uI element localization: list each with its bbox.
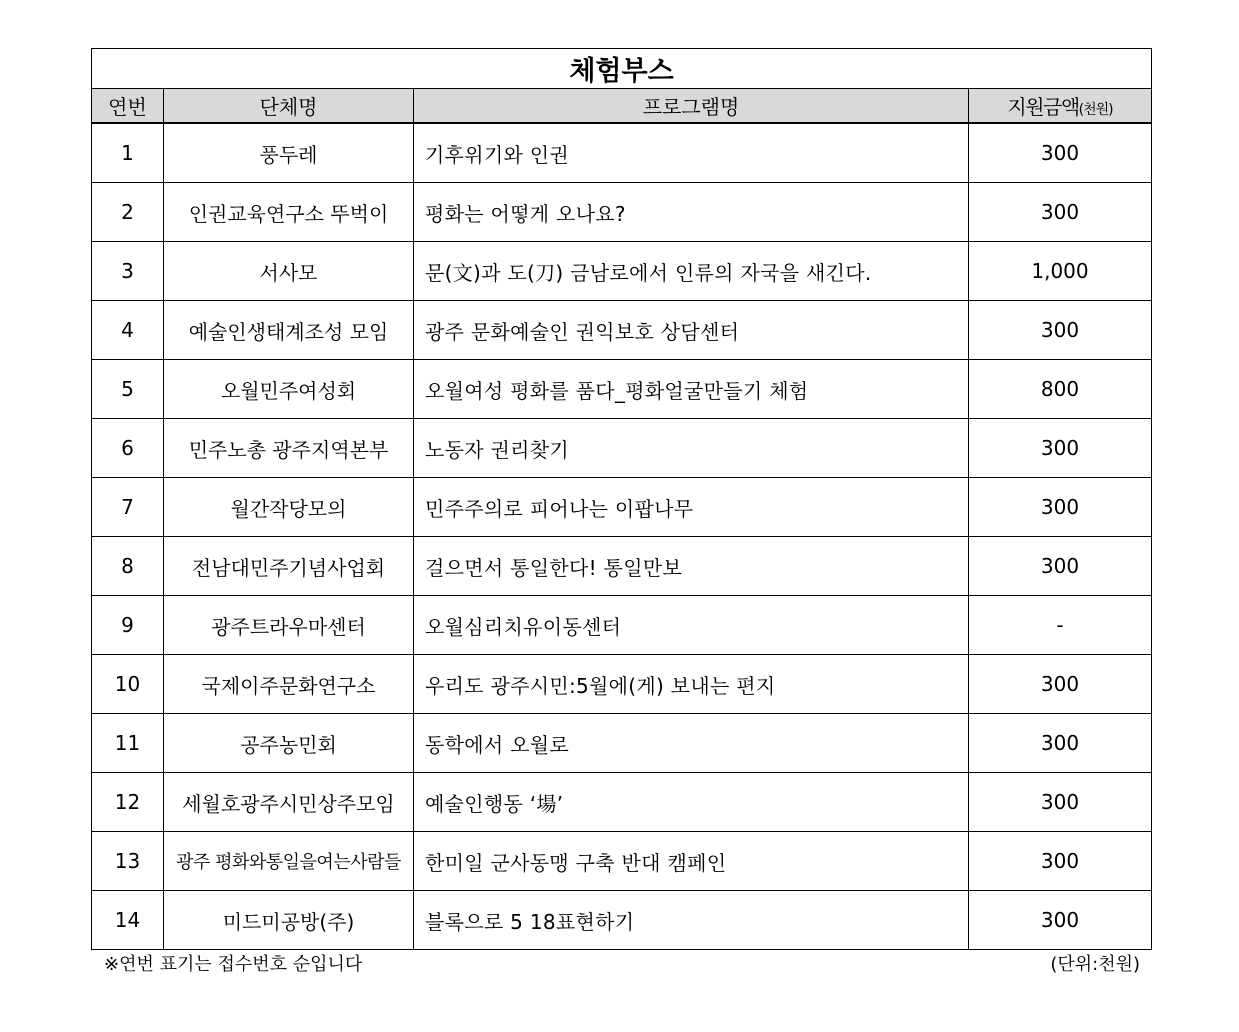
table-footer: [104, 950, 1140, 976]
cell-program: 예술인행동 ‘場’: [414, 773, 969, 832]
cell-amount: 300: [969, 891, 1152, 950]
header-program: 프로그램명: [414, 89, 969, 124]
cell-program: 민주주의로 피어나는 이팝나무: [414, 478, 969, 537]
cell-org: 월간작당모의: [164, 478, 414, 537]
cell-org: 세월호광주시민상주모임: [164, 773, 414, 832]
cell-amount: 300: [969, 537, 1152, 596]
cell-amount: 300: [969, 832, 1152, 891]
cell-program: 문(文)과 도(刀) 금남로에서 인류의 자국을 새긴다.: [414, 242, 969, 301]
booth-table-wrapper: [91, 48, 1151, 950]
cell-no: 13: [92, 832, 164, 891]
cell-amount: 300: [969, 714, 1152, 773]
cell-org: 오월민주여성회: [164, 360, 414, 419]
footer-note: ※연번 표기는 접수번호 순입니다: [104, 954, 363, 975]
cell-org: 광주트라우마센터: [164, 596, 414, 655]
table-row: [92, 242, 1152, 301]
cell-org: 예술인생태계조성 모임: [164, 301, 414, 360]
table-row: [92, 419, 1152, 478]
cell-amount: 800: [969, 360, 1152, 419]
cell-program: 광주 문화예술인 권익보호 상담센터: [414, 301, 969, 360]
cell-program: 동학에서 오월로: [414, 714, 969, 773]
cell-program: 노동자 권리찾기: [414, 419, 969, 478]
table-row: [92, 360, 1152, 419]
table-row: [92, 891, 1152, 950]
cell-no: 8: [92, 537, 164, 596]
cell-program: 평화는 어떻게 오나요?: [414, 183, 969, 242]
cell-program: 오월심리치유이동센터: [414, 596, 969, 655]
cell-org: 미드미공방(주): [164, 891, 414, 950]
cell-amount: 300: [969, 478, 1152, 537]
table-row: [92, 183, 1152, 242]
cell-no: 11: [92, 714, 164, 773]
cell-no: 12: [92, 773, 164, 832]
header-amount: [969, 89, 1152, 124]
cell-no: 10: [92, 655, 164, 714]
cell-no: 6: [92, 419, 164, 478]
table-row: [92, 655, 1152, 714]
cell-org: 인권교육연구소 뚜벅이: [164, 183, 414, 242]
header-org: 단체명: [164, 89, 414, 124]
cell-amount: -: [969, 596, 1152, 655]
cell-org: 국제이주문화연구소: [164, 655, 414, 714]
cell-no: 7: [92, 478, 164, 537]
header-no: 연번: [92, 89, 164, 124]
table-row: [92, 301, 1152, 360]
cell-org: 공주농민회: [164, 714, 414, 773]
cell-program: 기후위기와 인권: [414, 123, 969, 183]
cell-org: 풍두레: [164, 123, 414, 183]
cell-amount: 300: [969, 301, 1152, 360]
table-row: [92, 537, 1152, 596]
header-amount-unit: (천원): [1078, 102, 1113, 118]
table-row: [92, 714, 1152, 773]
table-row: [92, 596, 1152, 655]
cell-no: 9: [92, 596, 164, 655]
cell-amount: 300: [969, 419, 1152, 478]
cell-amount: 1,000: [969, 242, 1152, 301]
cell-amount: 300: [969, 123, 1152, 183]
cell-program: 한미일 군사동맹 구축 반대 캠페인: [414, 832, 969, 891]
cell-program: 우리도 광주시민:5월에(게) 보내는 편지: [414, 655, 969, 714]
table-row: [92, 478, 1152, 537]
footer-unit: (단위:천원): [1050, 954, 1140, 975]
cell-no: 14: [92, 891, 164, 950]
cell-no: 3: [92, 242, 164, 301]
table-row: [92, 832, 1152, 891]
cell-program: 오월여성 평화를 품다_평화얼굴만들기 체험: [414, 360, 969, 419]
cell-no: 2: [92, 183, 164, 242]
table-title: 체험부스: [92, 49, 1152, 89]
cell-org: 민주노총 광주지역본부: [164, 419, 414, 478]
cell-no: 5: [92, 360, 164, 419]
cell-amount: 300: [969, 183, 1152, 242]
cell-org: 서사모: [164, 242, 414, 301]
table-row: [92, 773, 1152, 832]
cell-program: 블록으로 5 18표현하기: [414, 891, 969, 950]
cell-amount: 300: [969, 773, 1152, 832]
cell-org: 전남대민주기념사업회: [164, 537, 414, 596]
cell-program: 걸으면서 통일한다! 통일만보: [414, 537, 969, 596]
booth-table: [91, 48, 1152, 950]
header-amount-label: 지원금액: [1007, 95, 1079, 119]
cell-no: 1: [92, 123, 164, 183]
table-row: [92, 123, 1152, 183]
cell-amount: 300: [969, 655, 1152, 714]
cell-no: 4: [92, 301, 164, 360]
cell-org: 광주 평화와통일을여는사람들: [164, 832, 414, 891]
